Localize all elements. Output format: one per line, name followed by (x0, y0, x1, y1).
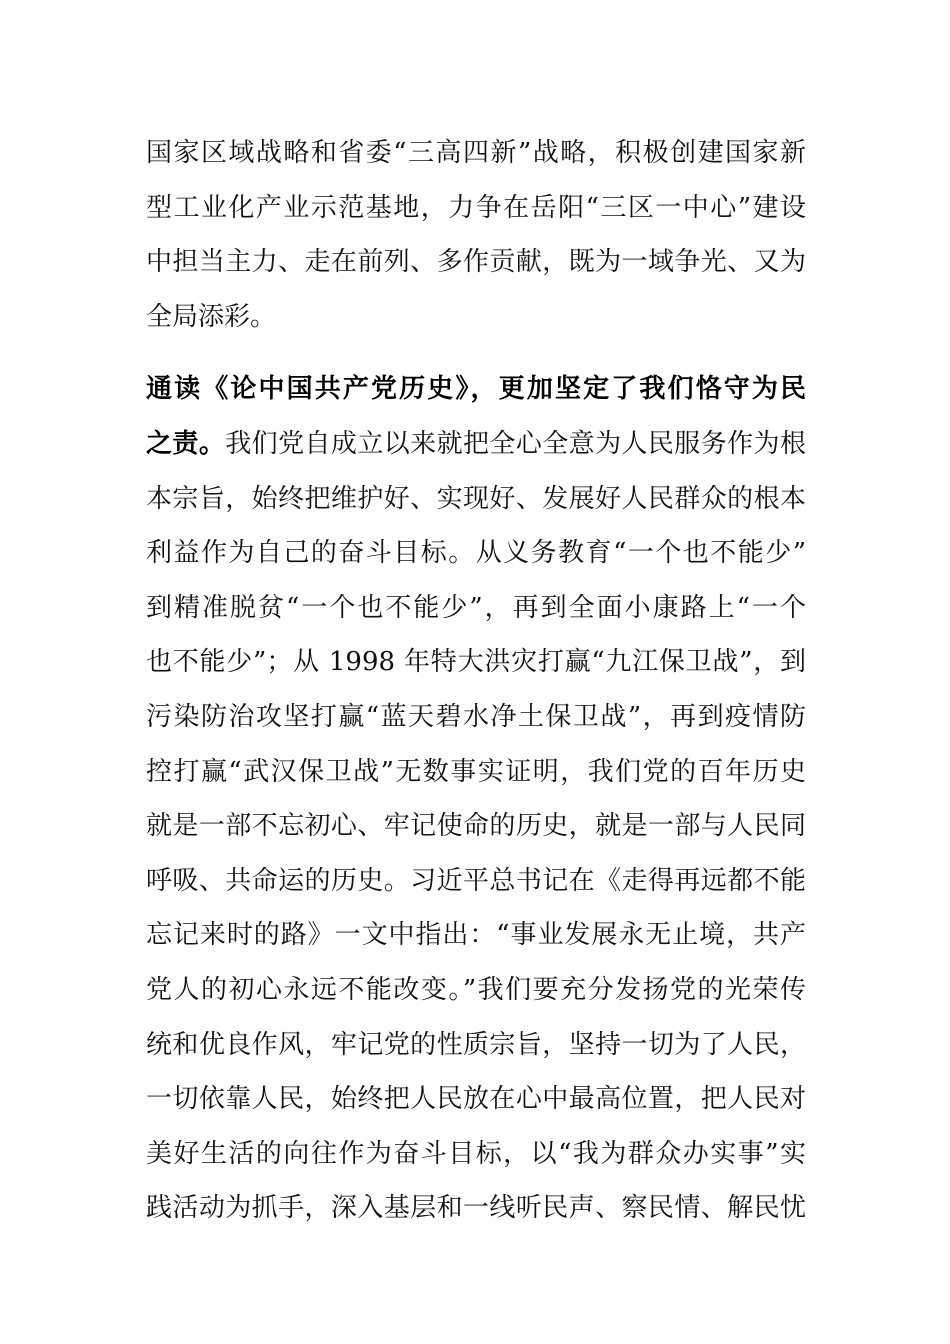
text-line: 统和优良作风，牢记党的性质宗旨，坚持一切为了人民， (146, 1029, 806, 1060)
paragraph-2 (146, 362, 806, 1236)
text-line: 党人的初心永远不能改变。”我们要充分发扬党的光荣传 (146, 974, 806, 1005)
text-line: 污染防治攻坚打赢“蓝天碧水净土保卫战”，再到疫情防 (146, 701, 806, 732)
text-line: 控打赢“武汉保卫战”无数事实证明，我们党的百年历史 (146, 756, 806, 787)
text-line: 国家区域战略和省委“三高四新”战略，积极创建国家新 (146, 138, 806, 168)
text-line: 忘记来时的路》一文中指出：“事业发展永无止境，共产 (146, 920, 806, 951)
text-line: 就是一部不忘初心、牢记使命的历史，就是一部与人民同 (146, 811, 806, 842)
text-line: 本宗旨，始终把维护好、实现好、发展好人民群众的根本 (146, 483, 806, 514)
text-line: 全局添彩。 (146, 301, 277, 332)
text-line: 呼吸、共命运的历史。习近平总书记在《走得再远都不能 (146, 865, 806, 896)
paragraph-heading: 通读《论中国共产党历史》，更加坚定了我们恪守为民 (146, 374, 806, 405)
text-line: 中担当主力、走在前列、多作贡献，既为一域争光、又为 (146, 247, 806, 278)
paragraph-spacer (146, 344, 806, 362)
document-body (146, 126, 806, 1236)
text-line (146, 417, 806, 472)
text-line: 践活动为抓手，深入基层和一线听民声、察民情、解民忧 (146, 1193, 806, 1224)
text-line-rest: 我们党自成立以来就把全心全意为人民服务作为根 (225, 428, 806, 459)
paragraph-heading-end: 之责。 (146, 428, 226, 459)
paragraph-1 (146, 126, 806, 344)
text-line: 也不能少”；从 1998 年特大洪灾打赢“九江保卫战”，到 (146, 647, 806, 678)
text-line: 美好生活的向往作为奋斗目标，以“我为群众办实事”实 (146, 1138, 806, 1169)
text-line: 型工业化产业示范基地，力争在岳阳“三区一中心”建设 (146, 192, 806, 223)
text-line: 一切依靠人民，始终把人民放在心中最高位置，把人民对 (146, 1084, 806, 1115)
text-line: 利益作为自己的奋斗目标。从义务教育“一个也不能少” (146, 538, 806, 569)
text-line: 到精准脱贫“一个也不能少”，再到全面小康路上“一个 (146, 592, 806, 623)
